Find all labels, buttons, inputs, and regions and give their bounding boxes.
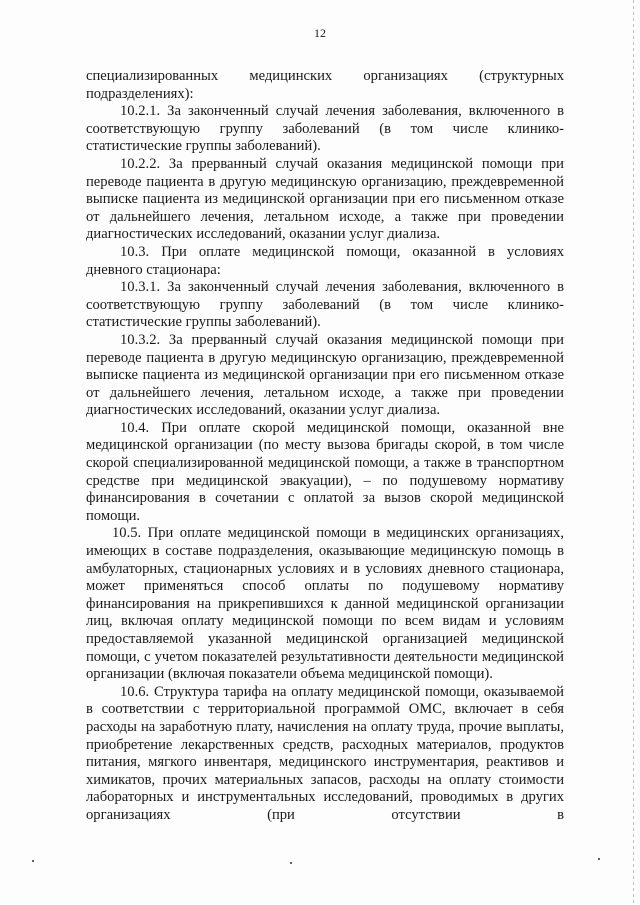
paragraph-10-3-1: 10.3.1. За законченный случай лечения заболевания, включенного в соответствующую группу заболеваний (в том числе клинико-статистические группы заболеваний). <box>86 279 564 331</box>
document-body <box>86 68 564 825</box>
paragraph-10-6: 10.6. Структура тарифа на оплату медицинской помощи, оказываемой в соответствии с территориальной программой ОМС, включает в себя расходы на заработную плату, начисления на оплату труда, прочие выплаты, приобретение лекарственных средств, расходных материалов, продуктов питания, мягкого инвентаря, медицинского инструментария, реактивов и химикатов, прочих материальных запасов, расходы на оплату стоимости лабораторных и инструментальных исследований, проводимых в других организациях (при отсутствии в <box>86 683 564 823</box>
paragraph-10-2-2: 10.2.2. За прерванный случай оказания медицинской помощи при переводе пациента в другую медицинскую организацию, преждевременной выписке пациента из медицинской организации при его письменном отказе от дальнейшего лечения, летальном исходе, а также при проведении диагностических исследований, оказании услуг диализа. <box>86 155 564 243</box>
paragraph-10-4: 10.4. При оплате скорой медицинской помощи, оказанной вне медицинской организации (по месту вызова бригады скорой, в том числе скорой специализированной медицинской помощи, а также в транспортном средстве при медицинской эвакуации), – по подушевому нормативу финансирования в сочетании с оплатой за вызов скорой медицинской помощи. <box>86 419 564 524</box>
paragraph-intro: специализированных медицинских организациях (структурных подразделениях): <box>86 68 564 102</box>
scan-speck <box>290 862 292 864</box>
page-number: 12 <box>314 26 326 40</box>
scan-speck <box>32 860 34 862</box>
paragraph-10-5: 10.5. При оплате медицинской помощи в медицинских организациях, имеющих в составе подразделения, оказывающие медицинскую помощь в амбулаторных, стационарных условиях и в условиях дневного стационара, может применяться способ оплаты по подушевому нормативу финансирования на прикрепившихся к данной медицинской организации лиц, включая оплату медицинской помощи по всем видам и условиям предоставляемой указанной медицинской организацией медицинской помощи, с учетом показателей результативности деятельности медицинской организации (включая показатели объема медицинской помощи). <box>86 525 564 683</box>
paragraph-10-2-1: 10.2.1. За законченный случай лечения заболевания, включенного в соответствующую группу заболеваний (в том числе клинико-статистические группы заболеваний). <box>86 103 564 155</box>
paragraph-10-3-2: 10.3.2. За прерванный случай оказания медицинской помощи при переводе пациента в другую медицинскую организацию, преждевременной выписке пациента из медицинской организации при его письменном отказе от дальнейшего лечения, летальном исходе, а также при проведении диагностических исследований, оказании услуг диализа. <box>86 331 564 419</box>
scan-speck <box>598 858 600 860</box>
paragraph-10-3: 10.3. При оплате медицинской помощи, оказанной в условиях дневного стационара: <box>86 243 564 278</box>
scan-edge <box>633 0 634 905</box>
